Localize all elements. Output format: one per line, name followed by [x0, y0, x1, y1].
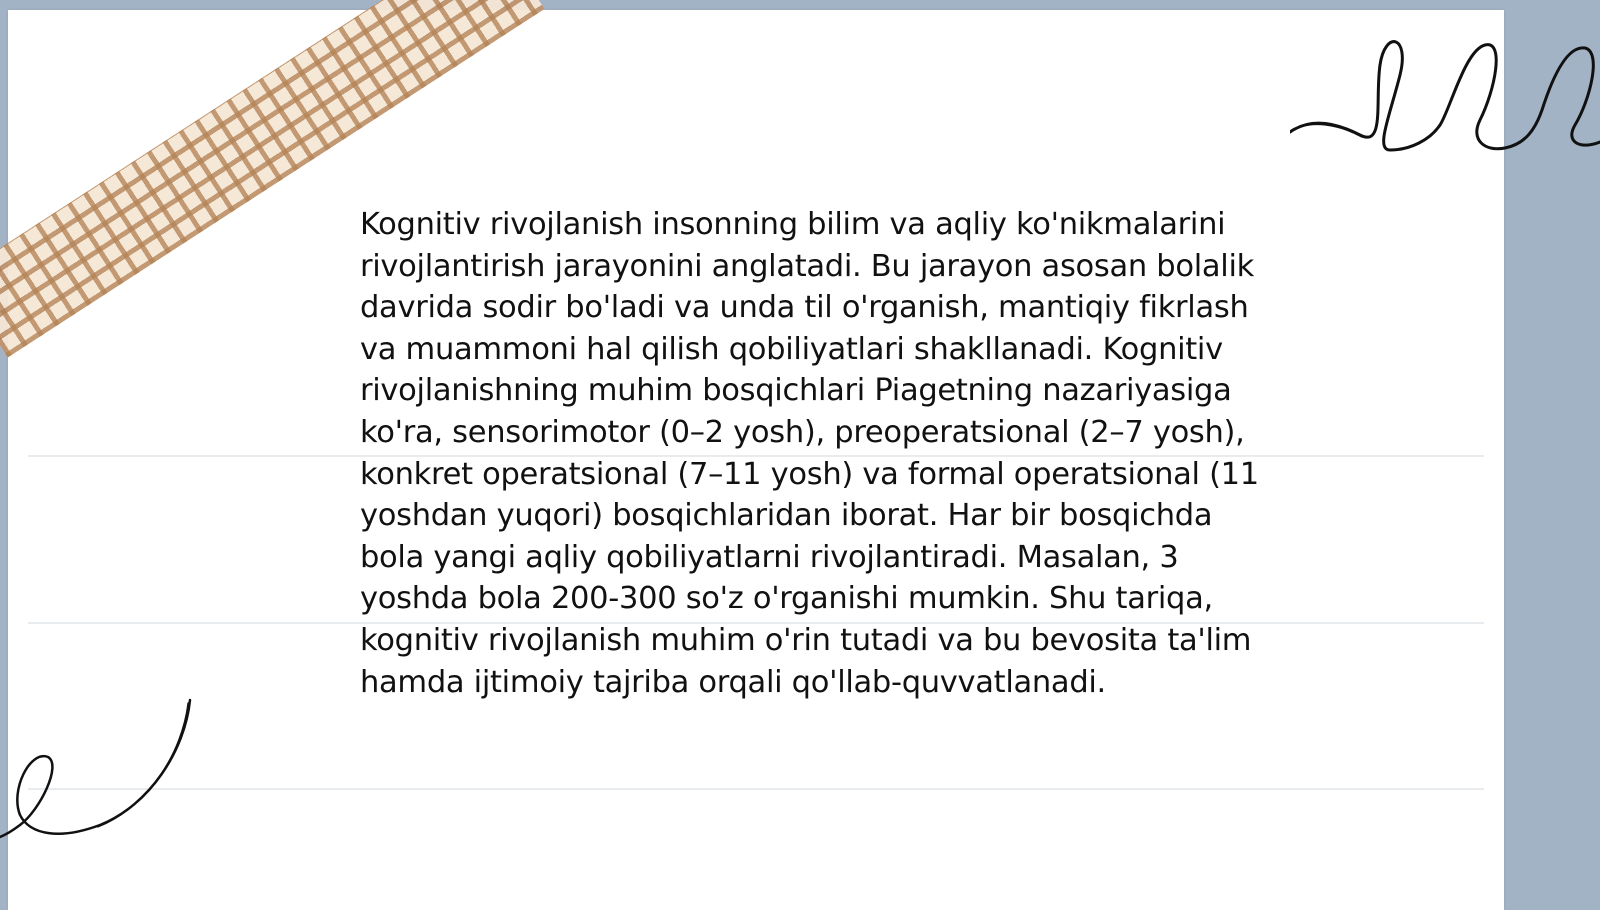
body-text: Kognitiv rivojlanish insonning bilim va aqliy ko'nikmalarini rivojlantirish jarayonini anglatadi. Bu jarayon asosan bolalik davrida sodir bo'ladi va unda til o'rganish, mantiqiy fikrlash va muammoni hal qilish qobiliyatlari shakllanadi. Kognitiv rivojlanishning muhim bosqichlari Piagetning nazariyasiga ko'ra, sensorimotor (0–2 yosh), preoperatsional (2–7 yosh), konkret operatsional (7–11 yosh) va formal operatsional (11 yoshdan yuqori) bosqichlaridan iborat. Har bir bosqichda bola yangi aqliy qobiliyatlarni rivojlantiradi. Masalan, 3 yoshda bola 200-300 so'z o'rganishi mumkin. Shu tariqa, kognitiv rivojlanish muhim o'rin tutadi va bu bevosita ta'lim hamda ijtimoiy tajriba orqali qo'llab-quvvatlanadi. — [360, 207, 1259, 700]
loop-scribble-icon — [1290, 30, 1600, 165]
swirl-scribble-icon — [0, 695, 200, 850]
ruled-line — [28, 788, 1484, 790]
